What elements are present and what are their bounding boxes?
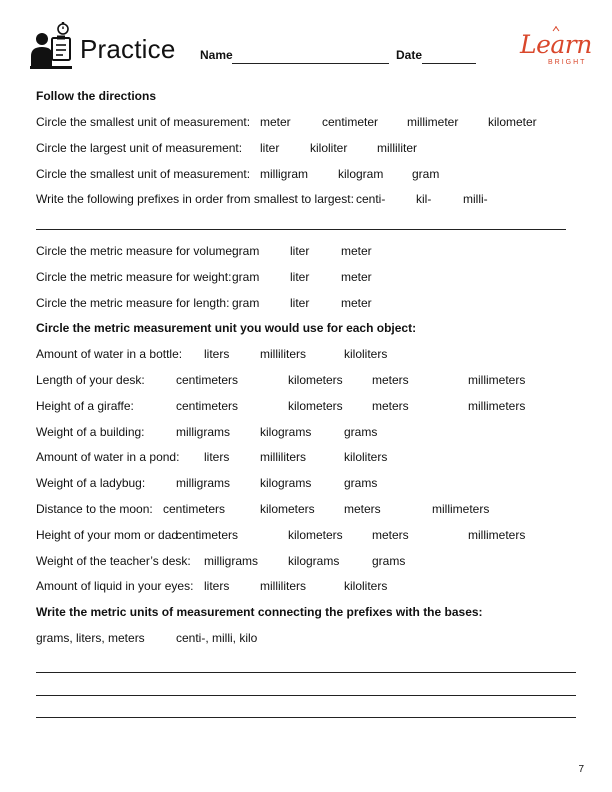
question-prompt: Amount of water in a pond: — [36, 450, 180, 464]
answer-option[interactable]: millimeter — [407, 115, 459, 129]
answer-option[interactable]: grams — [344, 425, 378, 439]
answer-option[interactable]: grams — [372, 554, 406, 568]
answer-option[interactable]: meter — [341, 270, 372, 284]
question-prompt: Distance to the moon: — [36, 502, 153, 516]
answer-option[interactable]: centimeters — [176, 528, 239, 542]
answer-option[interactable]: meters — [372, 399, 409, 413]
date-label: Date — [396, 48, 423, 62]
answer-option[interactable]: centimeters — [176, 399, 239, 413]
answer-option[interactable]: meter — [341, 244, 372, 258]
question-prompt: Circle the smallest unit of measurement: — [36, 167, 251, 181]
answer-option[interactable]: meter — [341, 296, 372, 310]
answer-option[interactable]: gram — [232, 244, 260, 258]
page-number: 7 — [578, 764, 584, 775]
answer-option[interactable]: meters — [344, 502, 381, 516]
answer-option[interactable]: liters — [204, 347, 230, 361]
answer-option[interactable]: kiloliter — [310, 141, 348, 155]
prefix-answer-line[interactable] — [36, 229, 566, 230]
question-prompt: Circle the smallest unit of measurement: — [36, 115, 251, 129]
answer-option[interactable]: milligram — [260, 167, 308, 181]
answer-option[interactable]: millimeters — [468, 373, 526, 387]
directions-heading: Follow the directions — [36, 89, 157, 103]
answer-line[interactable] — [36, 695, 576, 696]
answer-option[interactable]: liter — [290, 270, 310, 284]
answer-option[interactable]: liter — [290, 296, 310, 310]
name-label: Name — [200, 48, 233, 62]
student-clipboard-icon — [30, 22, 74, 75]
question-prompt: Length of your desk: — [36, 373, 145, 387]
answer-option[interactable]: milliliter — [377, 141, 417, 155]
question-prompt: Write the following prefixes in order from smallest to largest: — [36, 192, 354, 206]
page-title: Practice — [80, 34, 176, 64]
answer-option[interactable]: kiloliters — [344, 579, 388, 593]
prefixes-list: centi-, milli, kilo — [176, 631, 258, 645]
answer-option[interactable]: kilograms — [260, 476, 312, 490]
answer-option[interactable]: millimeters — [468, 399, 526, 413]
answer-option[interactable]: liter — [260, 141, 280, 155]
write-units-heading: Write the metric units of measurement connecting the prefixes with the bases: — [36, 605, 483, 619]
answer-option[interactable]: milligrams — [176, 425, 230, 439]
question-prompt: Weight of a building: — [36, 425, 145, 439]
learn-bright-logo — [520, 30, 592, 70]
answer-option[interactable]: centimeters — [163, 502, 226, 516]
logo-subtext: BRIGHT — [548, 59, 587, 66]
answer-option[interactable]: kilograms — [288, 554, 340, 568]
answer-option[interactable]: liter — [290, 244, 310, 258]
question-prompt: Weight of the teacher’s desk: — [36, 554, 191, 568]
answer-option[interactable]: grams — [344, 476, 378, 490]
answer-option[interactable]: milliliters — [260, 450, 306, 464]
answer-line[interactable] — [36, 717, 576, 718]
answer-option[interactable]: liters — [204, 579, 230, 593]
answer-option[interactable]: milliliters — [260, 347, 306, 361]
answer-option[interactable]: kilograms — [260, 425, 312, 439]
question-prompt: Circle the metric measure for volume: — [36, 244, 236, 258]
answer-option[interactable]: gram — [232, 270, 260, 284]
answer-option[interactable]: centimeter — [322, 115, 379, 129]
logo-word: Learn — [520, 30, 592, 59]
answer-option[interactable]: kil- — [416, 192, 432, 206]
answer-option[interactable]: meters — [372, 373, 409, 387]
answer-option[interactable]: centimeters — [176, 373, 239, 387]
answer-option[interactable]: milligrams — [204, 554, 258, 568]
answer-option[interactable]: kilometers — [288, 373, 343, 387]
question-prompt: Height of your mom or dad: — [36, 528, 182, 542]
answer-option[interactable]: milligrams — [176, 476, 230, 490]
question-prompt: Amount of water in a bottle: — [36, 347, 183, 361]
answer-option[interactable]: gram — [412, 167, 440, 181]
date-field[interactable] — [422, 63, 476, 64]
circle-unit-heading: Circle the metric measurement unit you would use for each object: — [36, 321, 417, 335]
answer-option[interactable]: kilogram — [338, 167, 384, 181]
answer-option[interactable]: gram — [232, 296, 260, 310]
question-prompt: Weight of a ladybug: — [36, 476, 146, 490]
bases-list: grams, liters, meters — [36, 631, 145, 645]
question-prompt: Height of a giraffe: — [36, 399, 134, 413]
answer-option[interactable]: meter — [260, 115, 291, 129]
answer-option[interactable]: milliliters — [260, 579, 306, 593]
answer-option[interactable]: kilometers — [288, 399, 343, 413]
answer-option[interactable]: kilometer — [488, 115, 537, 129]
answer-option[interactable]: kilometers — [288, 528, 343, 542]
answer-option[interactable]: millimeters — [468, 528, 526, 542]
answer-option[interactable]: kiloliters — [344, 450, 388, 464]
answer-option[interactable]: liters — [204, 450, 230, 464]
question-prompt: Amount of liquid in your eyes: — [36, 579, 194, 593]
question-prompt: Circle the metric measure for length: — [36, 296, 230, 310]
answer-option[interactable]: kiloliters — [344, 347, 388, 361]
answer-option[interactable]: centi- — [356, 192, 386, 206]
name-field[interactable] — [232, 63, 389, 64]
answer-option[interactable]: meters — [372, 528, 409, 542]
answer-option[interactable]: millimeters — [432, 502, 490, 516]
answer-option[interactable]: kilometers — [260, 502, 315, 516]
answer-option[interactable]: milli- — [463, 192, 488, 206]
question-prompt: Circle the metric measure for weight: — [36, 270, 232, 284]
answer-line[interactable] — [36, 672, 576, 673]
question-prompt: Circle the largest unit of measurement: — [36, 141, 243, 155]
